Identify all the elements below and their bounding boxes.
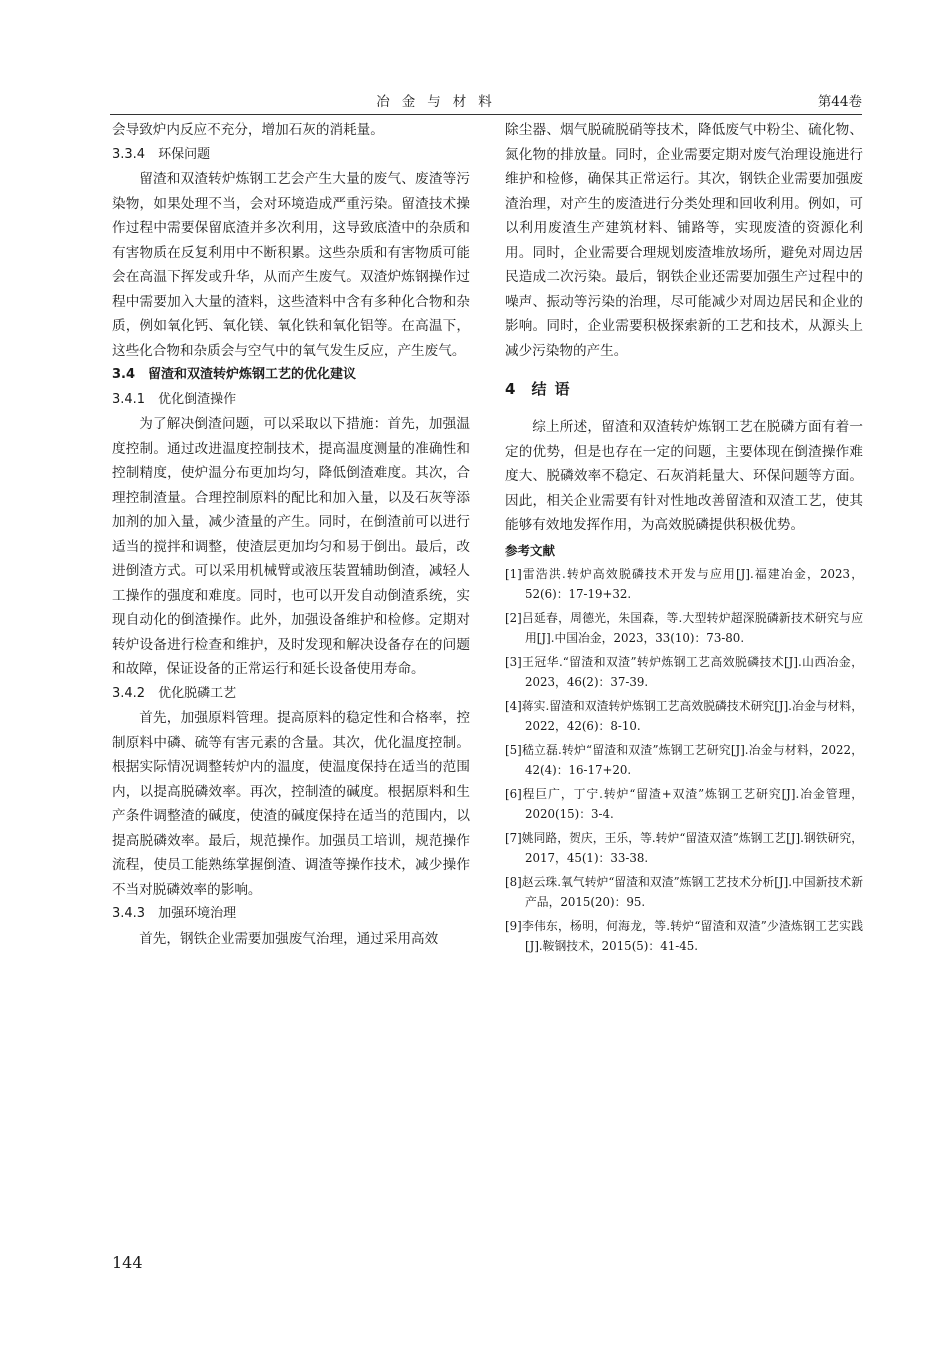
reference-item: [7]姚同路，贺庆，王乐，等.转炉“留渣双渣”炼钢工艺[J].钢铁研究，2017，45(1)：33-38.: [505, 830, 863, 865]
paragraph: 首先，加强原料管理。提高原料的稳定性和合格率，控制原料中磷、硫等有害元素的含量。其次，优化温度控制。根据实际情况调整转炉内的温度，使温度保持在适当的范围内，以提高脱磷效率。再次，控制渣的碱度。根据原料和生产条件调整渣的碱度，使渣的碱度保持在适当的范围内，以提高脱磷效率。最后，规范操作。加强员工培训，规范操作流程，使员工能熟练掌握倒渣、调渣等操作技术，减少操作不当对脱磷效率的影响。: [112, 710, 470, 898]
volume-label: 第44卷: [817, 94, 862, 110]
paragraph: 首先，钢铁企业需要加强废气治理，通过采用高效: [139, 930, 439, 947]
left-column: [112, 118, 470, 951]
page-number: 144: [112, 1253, 143, 1272]
paragraph: 留渣和双渣转炉炼钢工艺会产生大量的废气、废渣等污染物，如果处理不当，会对环境造成严重污染。留渣技术操作过程中需要保留底渣并多次利用，这导致底渣中的杂质和有害物质在反复利用中不断积累。这些杂质和有害物质可能会在高温下挥发或升华，从而产生废气。双渣炉炼钢操作过程中需要加入大量的渣料，这些渣料中含有多种化合物和杂质，例如氧化钙、氧化镁、氧化铁和氧化铝等。在高温下，这些化合物和杂质会与空气中的氧气发生反应，产生废气。: [112, 171, 470, 359]
section-heading-3-4-2: 3.4.2 优化脱磷工艺: [112, 685, 237, 701]
reference-item: [5]嵇立磊.转炉“留渣和双渣”炼钢工艺研究[J].冶金与材料，2022，42(4)：16-17+20.: [505, 742, 863, 777]
paragraph: 会导致炉内反应不充分，增加石灰的消耗量。: [112, 122, 384, 138]
references-list: [505, 564, 863, 957]
header-divider: [110, 114, 862, 115]
section-heading-3-3-4: 3.3.4 环保问题: [112, 146, 211, 162]
paragraph: 为了解决倒渣问题，可以采取以下措施：首先，加强温度控制。通过改进温度控制技术，提高温度测量的准确性和控制精度，使炉温分布更加均匀，降低倒渣难度。其次，合理控制渣量。合理控制原料的配比和加入量，以及石灰等添加剂的加入量，减少渣量的产生。同时，在倒渣前可以进行适当的搅拌和调整，使渣层更加均匀和易于倒出。最后，改进倒渣方式。可以采用机械臂或液压装置辅助倒渣，减轻人工操作的强度和难度。同时，也可以开发自动倒渣系统，实现自动化的倒渣操作。此外，加强设备维护和检修。定期对转炉设备进行检查和维护，及时发现和解决设备存在的问题和故障，保证设备的正常运行和延长设备使用寿命。: [112, 416, 470, 677]
section-heading-3-4: 3.4 留渣和双渣转炉炼钢工艺的优化建议: [112, 367, 357, 382]
right-column: [505, 118, 863, 960]
section-heading-4: [505, 377, 863, 401]
reference-item: [1]雷浩洪.转炉高效脱磷技术开发与应用[J].福建冶金，2023，52(6)：17-19+32.: [505, 566, 863, 601]
paragraph: 除尘器、烟气脱硫脱硝等技术，降低废气中粉尘、硫化物、氮化物的排放量。同时，企业需要定期对废气治理设施进行维护和检修，确保其正常运行。其次，钢铁企业需要加强废渣治理，对产生的废渣进行分类处理和回收利用。例如，可以利用废渣生产建筑材料、铺路等，实现废渣的资源化利用。同时，企业需要合理规划废渣堆放场所，避免对周边居民造成二次污染。最后，钢铁企业还需要加强生产过程中的噪声、振动等污染的治理，尽可能减少对周边居民和企业的影响。同时，企业需要积极探索新的工艺和技术，从源头上减少污染物的产生。: [505, 122, 863, 359]
reference-item: [9]李伟东，杨明，何海龙，等.转炉“留渣和双渣”少渣炼钢工艺实践[J].鞍钢技术，2015(5)：41-45.: [505, 918, 863, 953]
journal-title: 冶金与材料: [376, 94, 504, 110]
reference-item: [2]吕延春，周德光，朱国森，等.大型转炉超深脱磷新技术研究与应用[J].中国冶金，2023，33(10)：73-80.: [505, 610, 863, 645]
section-heading-3-4-1: 3.4.1 优化倒渣操作: [112, 391, 237, 407]
section-title: 结语: [531, 380, 578, 398]
reference-item: [8]赵云珠.氧气转炉“留渣和双渣”炼钢工艺技术分析[J].中国新技术新产品，2015(20)：95.: [505, 874, 863, 909]
references-heading: 参考文献: [505, 542, 556, 558]
reference-item: [3]王冠华.“留渣和双渣”转炉炼钢工艺高效脱磷技术[J].山西冶金，2023，46(2)：37-39.: [505, 654, 863, 689]
reference-item: [6]程巨广，丁宁.转炉“留渣+双渣”炼钢工艺研究[J].冶金管理，2020(15)：3-4.: [505, 786, 863, 821]
paragraph: 综上所述，留渣和双渣转炉炼钢工艺在脱磷方面有着一定的优势，但是也存在一定的问题，主要体现在倒渣操作难度大、脱磷效率不稳定、石灰消耗量大、环保问题等方面。因此，相关企业需要有针对性地改善留渣和双渣工艺，使其能够有效地发挥作用，为高效脱磷提供积极优势。: [505, 419, 863, 533]
reference-item: [4]蒋实.留渣和双渣转炉炼钢工艺高效脱磷技术研究[J].冶金与材料，2022，42(6)：8-10.: [505, 698, 863, 733]
section-heading-3-4-3: 3.4.3 加强环境治理: [112, 906, 237, 921]
section-number: 4: [505, 380, 516, 398]
